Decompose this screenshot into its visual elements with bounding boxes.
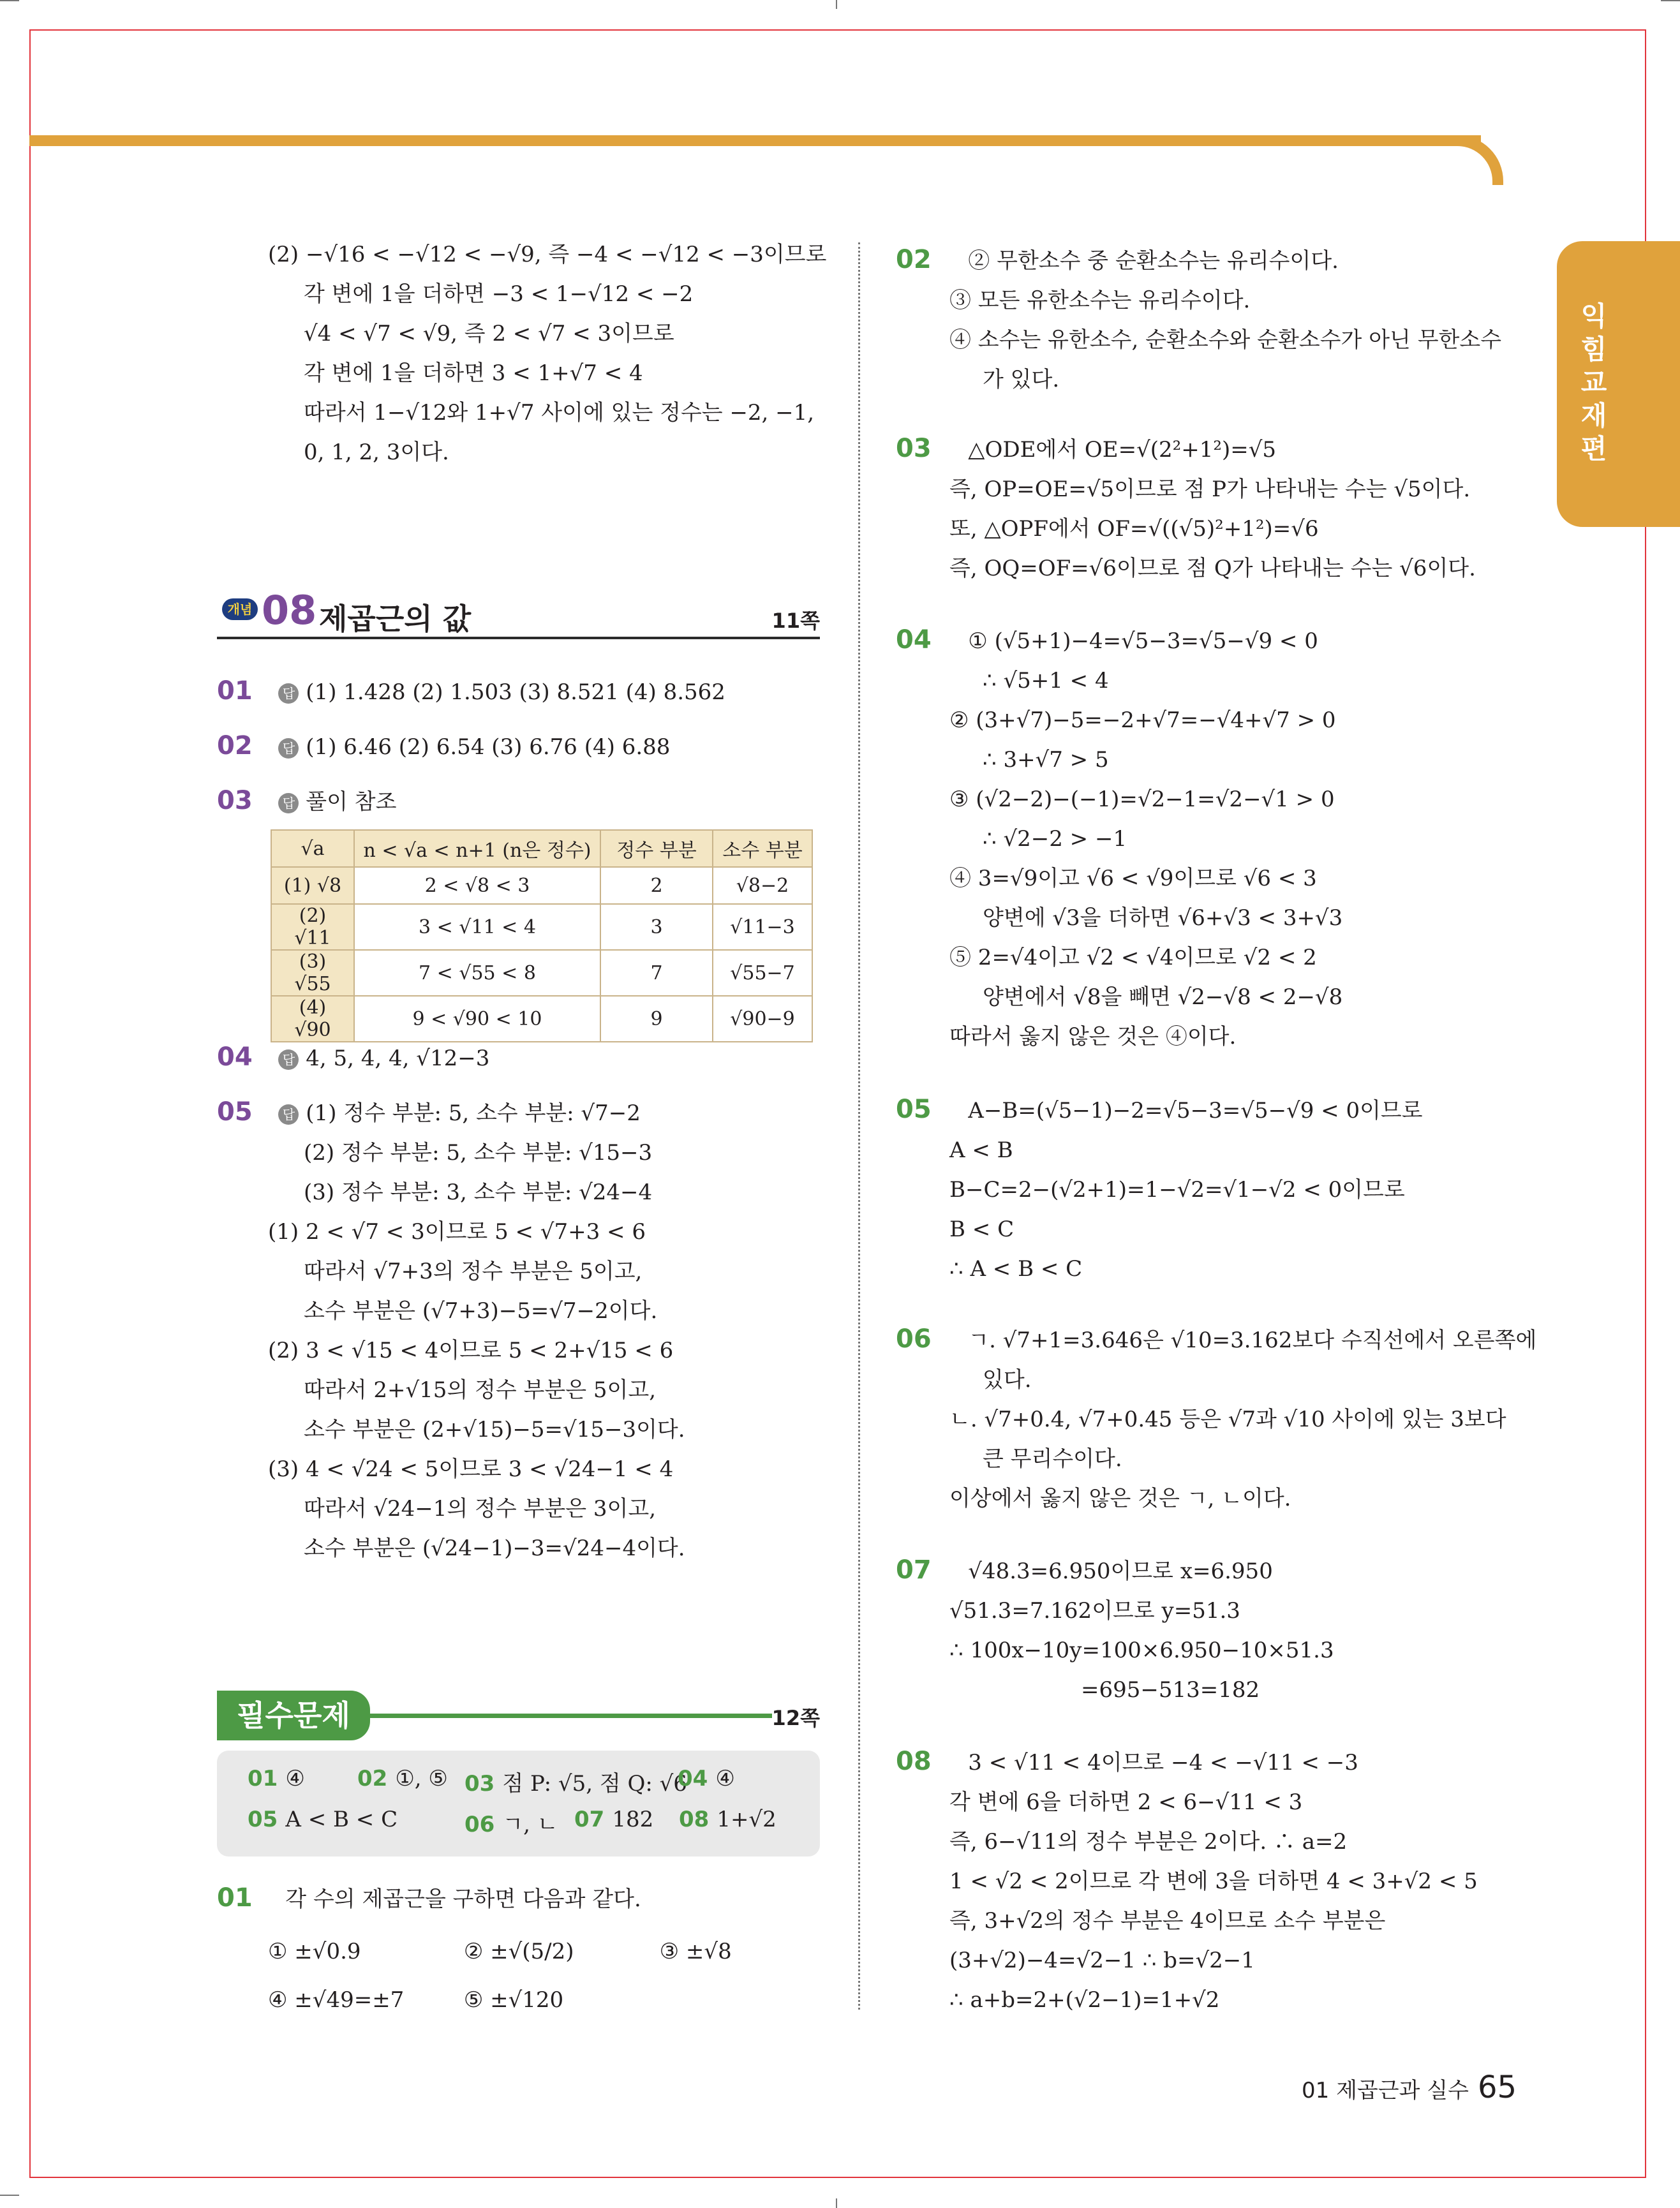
problem-01 <box>217 671 725 726</box>
text-line <box>217 1923 732 1980</box>
side-tab-char: 재 <box>1580 400 1607 431</box>
quick-answer-number: 04 <box>678 1766 708 1791</box>
table-header: √a <box>271 830 354 867</box>
left-answers-2 <box>217 1037 685 1568</box>
text-line: 이상에서 옳지 않은 것은 ㄱ, ㄴ이다. <box>949 1486 1291 1511</box>
text-line: 있다. <box>983 1367 1032 1393</box>
table-cell: (4) √90 <box>271 996 354 1042</box>
text-line: 가 있다. <box>983 367 1060 392</box>
problem-number: 05 <box>217 1097 253 1127</box>
quick-answer-number: 08 <box>679 1807 710 1832</box>
quick-answer <box>465 1766 687 1797</box>
answer-text: (1) 정수 부분: 5, 소수 부분: √7−2 <box>306 1100 641 1126</box>
problem-number: 03 <box>217 786 253 815</box>
problem-number: 02 <box>217 731 253 760</box>
text-line: ∴ 3+√7 > 5 <box>983 747 1109 773</box>
quick-answer-text: ④ <box>715 1766 735 1791</box>
text-line: 따라서 2+√15의 정수 부분은 5이고, <box>304 1377 657 1403</box>
right-problem-07 <box>896 1550 1334 1710</box>
table-cell: 2 < √8 < 3 <box>354 867 600 904</box>
choice-text: ③ ±√8 <box>659 1939 732 1964</box>
table-row <box>271 996 812 1042</box>
table-cell: 9 <box>600 996 713 1042</box>
table-header: 정수 부분 <box>600 830 713 867</box>
table-header-row <box>271 830 812 867</box>
text-line: ∴ √2−2 > −1 <box>983 826 1127 852</box>
problem-text: A−B=(√5−1)−2=√5−3=√5−√9 < 0이므로 <box>968 1098 1423 1123</box>
text-line: 즉, 3+√2의 정수 부분은 4이므로 소수 부분은 <box>949 1908 1386 1934</box>
text-line: =695−513=182 <box>1081 1677 1260 1703</box>
answer-text: 4, 5, 4, 4, √12−3 <box>306 1046 490 1071</box>
table-row <box>271 867 812 904</box>
problem-number: 07 <box>896 1555 932 1585</box>
section-header <box>217 587 820 639</box>
text-line: A < B <box>949 1137 1013 1163</box>
side-tab-char: 편 <box>1580 433 1607 464</box>
table-cell: √90−9 <box>713 996 812 1042</box>
table-cell: 9 < √90 < 10 <box>354 996 600 1042</box>
text-line: B−C=2−(√2+1)=1−√2=√1−√2 < 0이므로 <box>949 1177 1405 1203</box>
answer-badge-icon: 답 <box>278 683 299 704</box>
text-line: ④ 3=√9이고 √6 < √9이므로 √6 < 3 <box>949 866 1317 891</box>
quick-answer-text: ㄱ, ㄴ <box>502 1812 558 1837</box>
text-line: ③ 모든 유한소수는 유리수이다. <box>949 288 1251 313</box>
problem-number: 05 <box>896 1095 932 1124</box>
table-cell: (1) √8 <box>271 867 354 904</box>
text-line: 각 변에 6을 더하면 2 < 6−√11 < 3 <box>949 1789 1303 1815</box>
text-line: 소수 부분은 (√24−1)−3=√24−4이다. <box>304 1536 685 1561</box>
right-problem-06 <box>896 1319 1536 1518</box>
text-line: 0, 1, 2, 3이다. <box>304 440 449 465</box>
text-line: ㄴ. √7+0.4, √7+0.45 등은 √7과 √10 사이에 있는 3보다 <box>949 1407 1506 1432</box>
problem-05 <box>217 1092 685 1133</box>
problem-number: 01 <box>217 1883 253 1913</box>
problem-number: 01 <box>217 676 253 706</box>
text-line: 따라서 √24−1의 정수 부분은 3이고, <box>304 1496 657 1522</box>
table-header: n < √a < n+1 (n은 정수) <box>354 830 600 867</box>
quick-answer <box>357 1766 448 1791</box>
text-line <box>896 1319 1536 1360</box>
choice-text: ④ ±√49=±7 <box>268 1987 405 2013</box>
text-line: 즉, 6−√11의 정수 부분은 2이다. ∴ a=2 <box>949 1829 1348 1855</box>
right-problem-03 <box>896 429 1476 588</box>
must-problems-title: 필수문제 <box>217 1691 370 1740</box>
problem-text: √48.3=6.950이므로 x=6.950 <box>968 1559 1273 1584</box>
table-cell: 7 <box>600 950 713 996</box>
text-line: 소수 부분은 (2+√15)−5=√15−3이다. <box>304 1417 685 1442</box>
quick-answer-number: 03 <box>465 1771 495 1797</box>
text-line: (2) 3 < √15 < 4이므로 5 < 2+√15 < 6 <box>268 1338 674 1363</box>
text-line: 큰 무리수이다. <box>983 1446 1122 1472</box>
right-problem-05 <box>896 1090 1423 1289</box>
text-line: ④ 소수는 유한소수, 순환소수와 순환소수가 아닌 무한소수 <box>949 327 1502 353</box>
table-header: 소수 부분 <box>713 830 812 867</box>
quick-answer <box>465 1807 558 1838</box>
quick-answer <box>248 1807 398 1832</box>
text-line: ∴ a+b=2+(√2−1)=1+√2 <box>949 1987 1220 2013</box>
text-line: √51.3=7.162이므로 y=51.3 <box>949 1598 1240 1624</box>
footer-chapter: 01 제곱근과 실수 <box>1302 2078 1469 2103</box>
text-line <box>896 1090 1423 1130</box>
choice-text: ⑤ ±√120 <box>463 1987 564 2013</box>
text-line: 각 변에 1을 더하면 −3 < 1−√12 < −2 <box>304 281 694 307</box>
answer-badge-icon: 답 <box>278 1104 299 1125</box>
text-line: ② (3+√7)−5=−2+√7=−√4+√7 > 0 <box>949 708 1336 733</box>
text-line: 따라서 √7+3의 정수 부분은 5이고, <box>304 1259 643 1284</box>
crop-mark <box>836 2198 837 2208</box>
text-line: 양변에서 √8을 빼면 √2−√8 < 2−√8 <box>983 984 1343 1010</box>
text-line <box>896 1742 1478 1782</box>
choice-text: ① ±√0.9 <box>268 1939 361 1964</box>
square-root-table <box>271 829 813 1042</box>
text-line <box>896 240 1501 281</box>
crop-mark <box>836 0 837 9</box>
quick-answer-number: 02 <box>357 1766 388 1791</box>
text-line: (3+√2)−4=√2−1 ∴ b=√2−1 <box>949 1948 1255 1973</box>
answer-text: (1) 6.46 (2) 6.54 (3) 6.76 (4) 6.88 <box>306 734 671 760</box>
quick-answer-text: 1+√2 <box>717 1807 777 1832</box>
text-line: 따라서 옳지 않은 것은 ④이다. <box>949 1024 1237 1049</box>
problem-number: 04 <box>896 625 932 655</box>
text-line: 또, △OPF에서 OF=√((√5)²+1²)=√6 <box>949 516 1319 542</box>
quick-answer-text: A < B < C <box>285 1807 398 1832</box>
answer-text: (1) 1.428 (2) 1.503 (3) 8.521 (4) 8.562 <box>306 679 725 705</box>
quick-answer-text: 점 P: √5, 점 Q: √6 <box>502 1771 687 1797</box>
problem-number: 02 <box>896 245 932 274</box>
table-cell: √55−7 <box>713 950 812 996</box>
crop-mark <box>1661 0 1680 1</box>
text-line: ∴ √5+1 < 4 <box>983 668 1109 693</box>
section-page-ref: 11쪽 <box>771 609 820 633</box>
text-line: 1 < √2 < 2이므로 각 변에 3을 더하면 4 < 3+√2 < 5 <box>949 1869 1478 1894</box>
page-number: 65 <box>1477 2070 1517 2105</box>
table-cell: 2 <box>600 867 713 904</box>
quick-answer-box <box>217 1751 820 1856</box>
text-line: 즉, OQ=OF=√6이므로 점 Q가 나타내는 수는 √6이다. <box>949 556 1476 581</box>
choice-text: ② ±√(5/2) <box>463 1939 574 1964</box>
quick-answer-number: 07 <box>574 1807 605 1832</box>
side-tab-char: 힘 <box>1580 334 1607 365</box>
concept-badge: 개념 <box>222 598 258 620</box>
answer-text: 풀이 참조 <box>306 789 397 815</box>
quick-answer <box>574 1807 653 1832</box>
text-line <box>896 429 1476 470</box>
must-problems-page-ref: 12쪽 <box>771 1706 820 1730</box>
problem-text: ① (√5+1)−4=√5−3=√5−√9 < 0 <box>968 628 1318 654</box>
text-line: ∴ 100x−10y=100×6.950−10×51.3 <box>949 1638 1334 1663</box>
problem-number: 06 <box>896 1324 932 1354</box>
problem-04 <box>217 1037 685 1092</box>
quick-answer-text: ①, ⑤ <box>395 1766 448 1791</box>
text-line: B < C <box>949 1217 1015 1242</box>
text-line <box>217 1980 732 2020</box>
left-continuation <box>268 235 826 472</box>
problem-03 <box>217 781 725 822</box>
answer-badge-icon: 답 <box>278 1049 299 1070</box>
crop-mark <box>0 2195 19 2196</box>
table-row <box>271 950 812 996</box>
text-line: (3) 4 < √24 < 5이므로 3 < √24−1 < 4 <box>268 1456 674 1482</box>
problem-number: 08 <box>896 1747 932 1776</box>
answer-badge-icon: 답 <box>278 793 299 813</box>
text-line <box>896 1550 1334 1591</box>
problem-text: 3 < √11 < 4이므로 −4 < −√11 < −3 <box>968 1750 1358 1775</box>
table-cell: 3 < √11 < 4 <box>354 904 600 950</box>
must-problem-01 <box>217 1878 732 2020</box>
quick-answer-number: 01 <box>248 1766 278 1791</box>
problem-text: 각 수의 제곱근을 구하면 다음과 같다. <box>285 1886 641 1912</box>
crop-mark <box>0 0 19 1</box>
section-number: 08 <box>262 587 317 634</box>
problem-number: 03 <box>896 434 932 463</box>
text-line: 각 변에 1을 더하면 3 < 1+√7 < 4 <box>304 360 643 386</box>
side-tab-char: 익 <box>1580 300 1607 332</box>
side-tab-label <box>1575 300 1613 466</box>
text-line: (2) −√16 < −√12 < −√9, 즉 −4 < −√12 < −3이므로 <box>268 242 827 267</box>
problem-text: ㄱ. √7+1=3.646은 √10=3.162보다 수직선에서 오른쪽에 <box>968 1328 1537 1353</box>
problem-02 <box>217 726 725 781</box>
quick-answer-text: ④ <box>285 1766 305 1791</box>
quick-answer-text: 182 <box>612 1807 654 1832</box>
table-cell: (3) √55 <box>271 950 354 996</box>
text-line: ⑤ 2=√4이고 √2 < √4이므로 √2 < 2 <box>949 945 1317 970</box>
text-line: 소수 부분은 (√7+3)−5=√7−2이다. <box>304 1298 658 1324</box>
text-line: ∴ A < B < C <box>949 1256 1083 1282</box>
problem-text: ② 무한소수 중 순환소수는 유리수이다. <box>968 248 1339 274</box>
table-cell: (2) √11 <box>271 904 354 950</box>
quick-answer-number: 05 <box>248 1807 278 1832</box>
right-problem-08 <box>896 1742 1478 2020</box>
quick-answer <box>679 1807 777 1832</box>
answer-badge-icon: 답 <box>278 738 299 759</box>
column-divider <box>858 242 860 2010</box>
text-line: (3) 정수 부분: 3, 소수 부분: √24−4 <box>304 1180 653 1205</box>
right-problem-04 <box>896 620 1342 1056</box>
text-line: (1) 2 < √7 < 3이므로 5 < √7+3 < 6 <box>268 1219 646 1245</box>
text-line <box>896 620 1342 661</box>
table-cell: √8−2 <box>713 867 812 904</box>
problem-text: △ODE에서 OE=√(2²+1²)=√5 <box>968 437 1277 463</box>
quick-answer-number: 06 <box>465 1812 495 1837</box>
text-line <box>217 1878 732 1923</box>
text-line: √4 < √7 < √9, 즉 2 < √7 < 3이므로 <box>304 321 674 346</box>
text-line: ③ (√2−2)−(−1)=√2−1=√2−√1 > 0 <box>949 787 1335 812</box>
page-footer <box>1302 2070 1517 2105</box>
side-tab-char: 교 <box>1580 367 1607 398</box>
text-line: (2) 정수 부분: 5, 소수 부분: √15−3 <box>304 1140 653 1166</box>
text-line: 양변에 √3을 더하면 √6+√3 < 3+√3 <box>983 905 1343 931</box>
must-problems-header <box>217 1691 820 1744</box>
text-line: 따라서 1−√12와 1+√7 사이에 있는 정수는 −2, −1, <box>304 400 815 426</box>
text-line: 즉, OP=OE=√5이므로 점 P가 나타내는 수는 √5이다. <box>949 477 1471 502</box>
left-answers <box>217 671 725 822</box>
quick-answer <box>678 1766 735 1791</box>
quick-answer <box>248 1766 305 1791</box>
problem-number: 04 <box>217 1042 253 1072</box>
table-row <box>271 904 812 950</box>
section-title: 제곱근의 값 <box>319 602 472 636</box>
table-cell: 3 <box>600 904 713 950</box>
must-problems-rule <box>364 1714 772 1718</box>
table-cell: 7 < √55 < 8 <box>354 950 600 996</box>
right-problem-02 <box>896 240 1501 399</box>
top-decor-bar <box>29 135 1481 146</box>
table-cell: √11−3 <box>713 904 812 950</box>
